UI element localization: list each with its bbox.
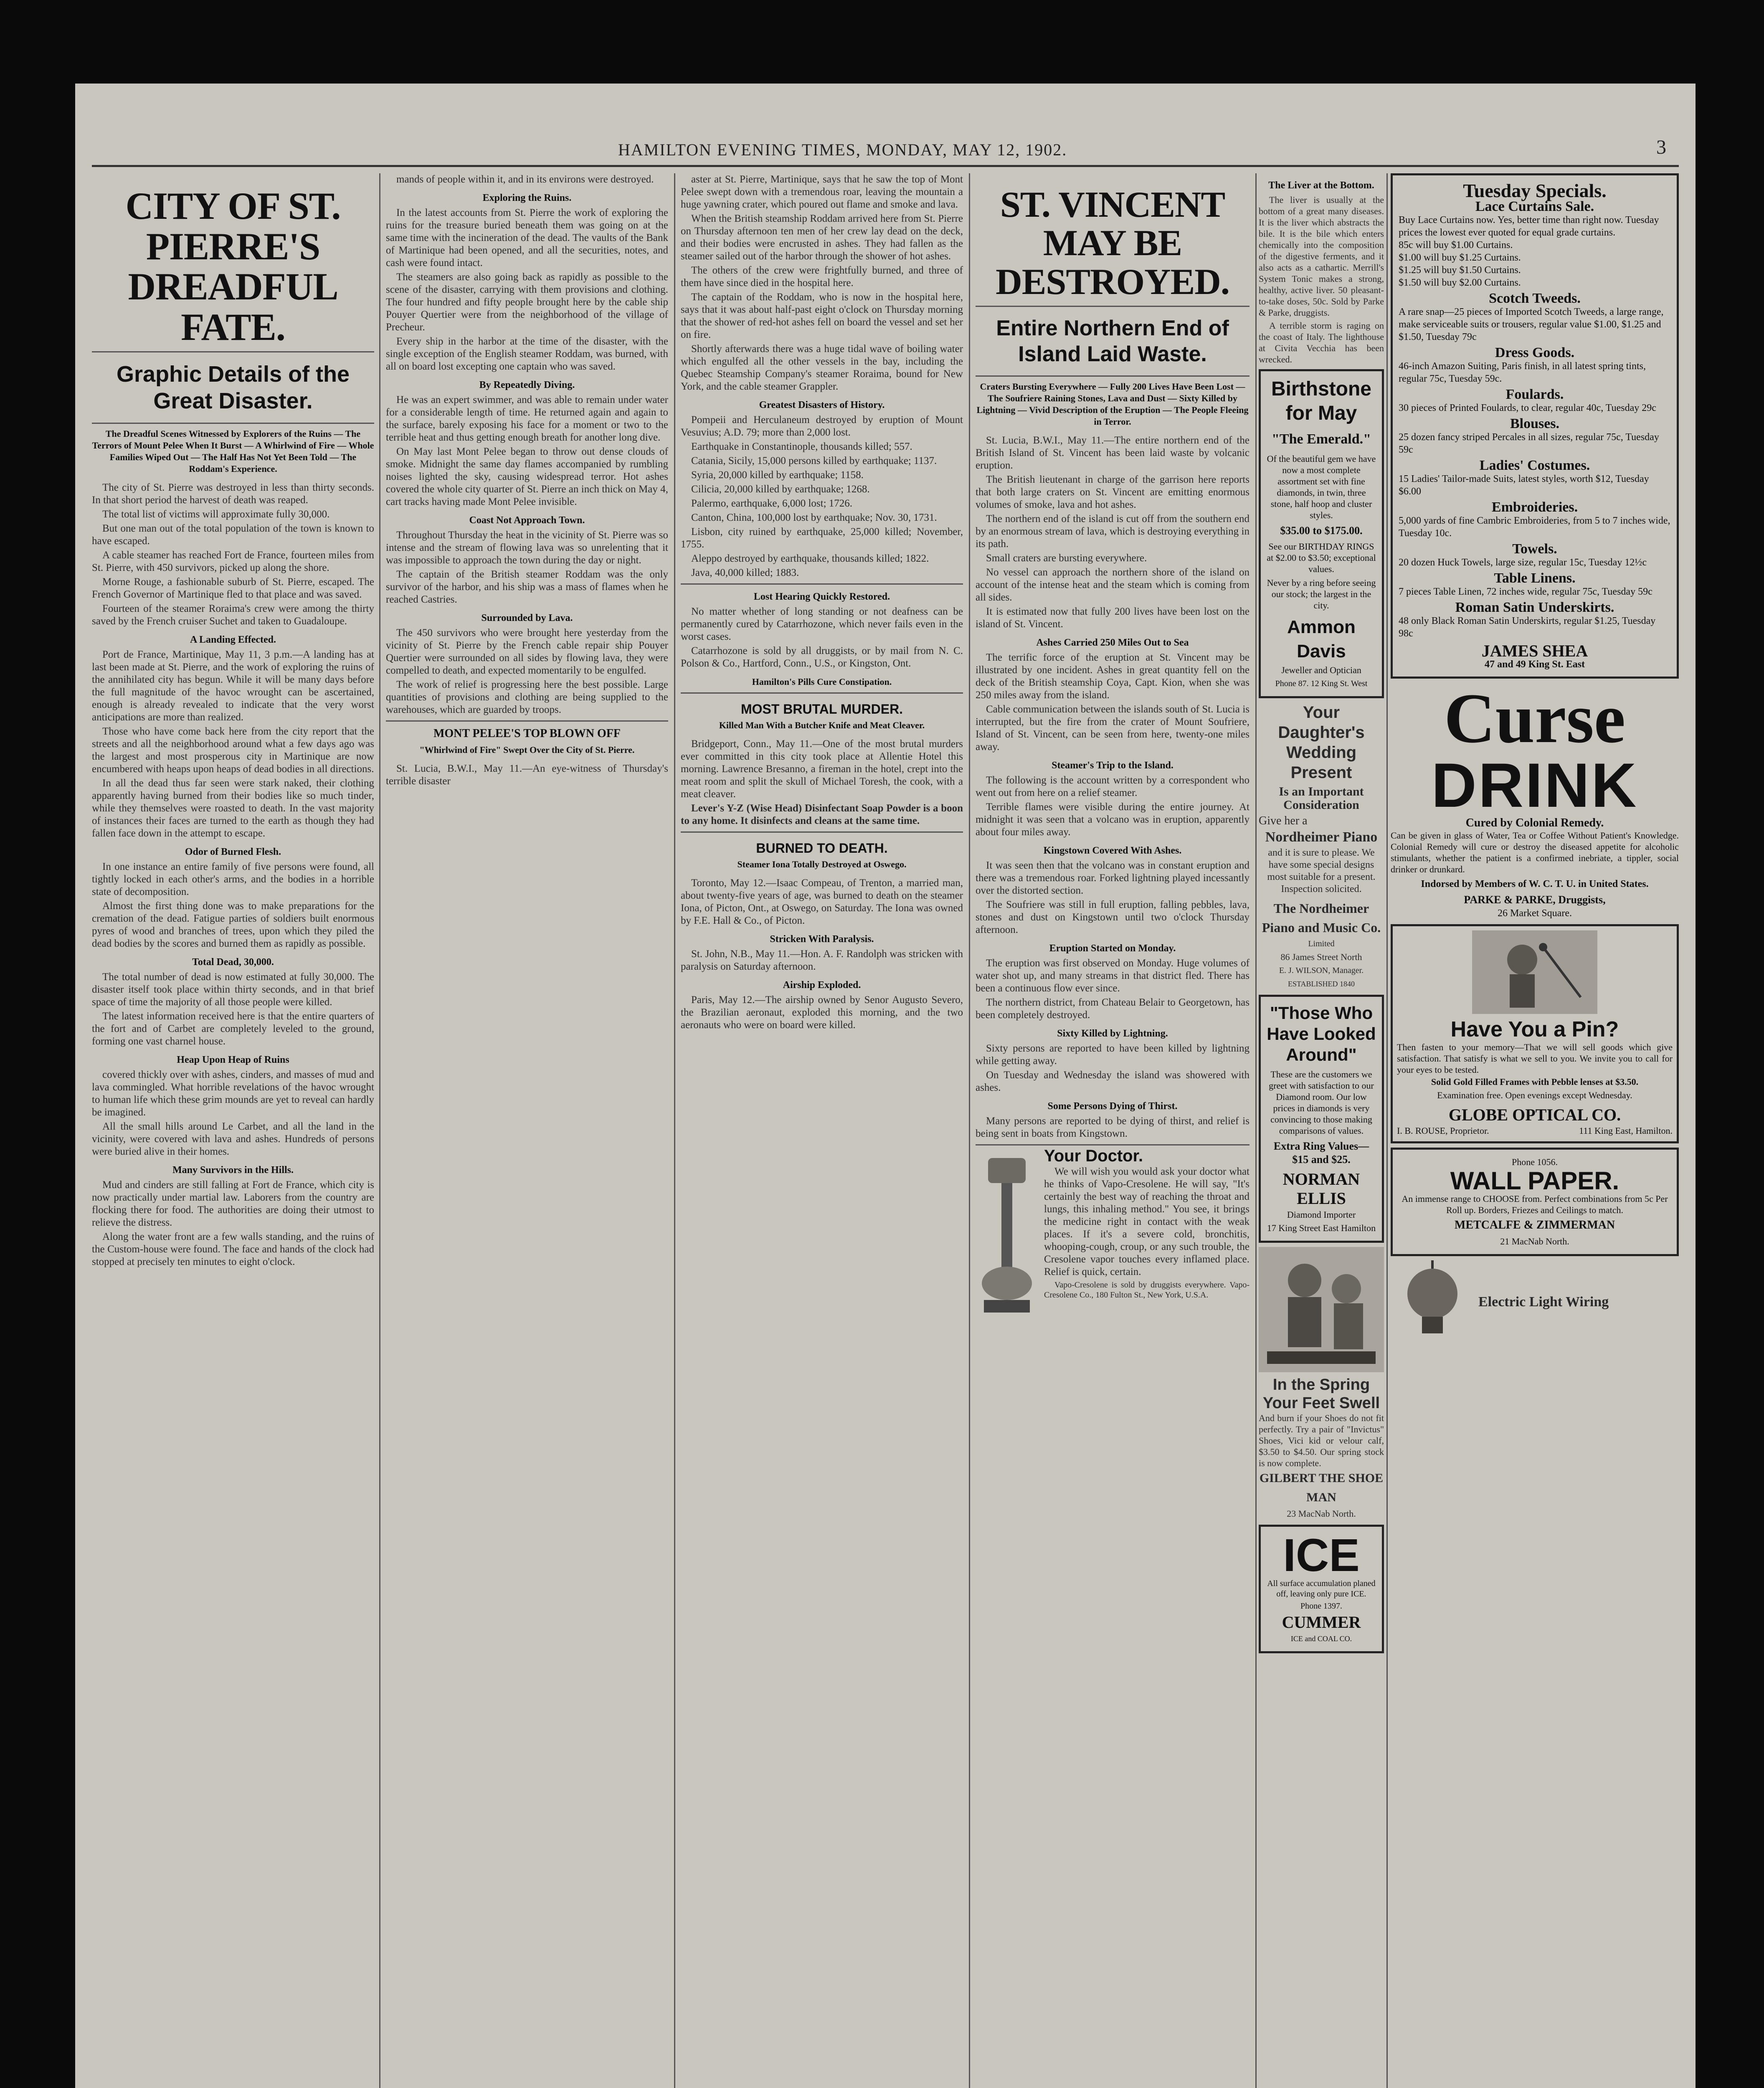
ad-seller: PARKE & PARKE, Druggists,: [1464, 894, 1606, 906]
divider: [681, 583, 963, 585]
ad-section: Table Linens.: [1494, 570, 1576, 586]
ad-seller: GLOBE OPTICAL CO.: [1448, 1105, 1621, 1124]
ad-seller: GILBERT THE SHOE MAN: [1259, 1471, 1384, 1504]
ad-address: 23 MacNab North.: [1287, 1508, 1356, 1519]
section-heading: Stricken With Paralysis.: [770, 934, 874, 945]
ad-section: Blouses.: [1510, 416, 1560, 431]
column-rule: [1386, 173, 1388, 2088]
ad-text: See our BIRTHDAY RINGS at $2.00 to $3.50; exceptional values.: [1267, 541, 1376, 574]
divider: [92, 423, 374, 424]
column-rule: [674, 173, 675, 2088]
ad-highlight: "The Emerald.": [1272, 431, 1371, 447]
ad-hours: Examination free. Open evenings except Wednesday.: [1437, 1090, 1632, 1100]
column-rule: [969, 173, 970, 2088]
article-paragraph: A cable steamer has reached Fort de France, fourteen miles from St. Pierre, with 450 survivors, picked up along the shore.: [92, 550, 374, 574]
article-paragraph: The liver is usually at the bottom of a great many diseases. It is the liver which abstracts the bile. It is the bile which enters chemically into the composition of the digestive ferments, and it also acts as a cathartic. Merrill's System Tonic makes a strong, healthy, active liver. 50 pleasant-to-take doses, 50c. Sold by Parke & Parke, druggists.: [1259, 195, 1384, 318]
divider: [681, 692, 963, 694]
birthstone-ad: [1259, 369, 1384, 698]
section-heading: Odor of Burned Flesh.: [185, 846, 281, 858]
section-heading: Some Persons Dying of Thirst.: [1047, 1101, 1178, 1112]
ad-endorsement: Indorsed by Members of W. C. T. U. in United States.: [1421, 879, 1649, 889]
ad-section: Roman Satin Underskirts.: [1455, 600, 1614, 615]
ad-text: Extra Ring Values—: [1273, 1140, 1369, 1152]
ad-address: 86 James Street North: [1280, 952, 1362, 962]
colonial-remedy-ad: [1391, 679, 1679, 920]
deck-st-pierre: The Dreadful Scenes Witnessed by Explorers of the Ruins — The Terrors of Mount Pelee When It Burst — A Whirlwind of Fire — Whole Families Wiped Out — The Half Has Not Yet Been Told — The Roddam's Experience.: [92, 428, 374, 474]
article-deck: Steamer Iona Totally Destroyed at Oswego.: [737, 859, 907, 869]
article-paragraph: Shortly afterwards there was a huge tidal wave of boiling water which engulfed all the other vessels in the bay, including the Quebec Steamship Company's steamer Roraima, bound for New York, and the cable steamer Grappler.: [681, 343, 963, 392]
section-heading: Airship Exploded.: [783, 980, 861, 991]
ad-text: 46-inch Amazon Suiting, Paris finish, in all latest spring tints, regular 75c, Tuesday 59c.: [1399, 361, 1646, 384]
article-paragraph: Terrible flames were visible during the entire journey. At midnight it was seen that a volcano was in eruption, apparently about four miles away.: [976, 801, 1250, 838]
cummer-ice-ad: [1259, 1525, 1384, 1653]
divider: [976, 1144, 1250, 1145]
section-heading: The Liver at the Bottom.: [1268, 180, 1374, 191]
article-paragraph: It was seen then that the volcano was in constant eruption and there was a tremendous roar. Forked lightning played incessantly over the distorted section.: [976, 860, 1250, 897]
list-item: Canton, China, 100,000 lost by earthquake; Nov. 30, 1731.: [691, 512, 937, 523]
ad-text: 5,000 yards of fine Cambric Embroideries, from 5 to 7 inches wide, Tuesday 10c.: [1399, 515, 1670, 539]
ad-seller-sub: Limited: [1308, 939, 1335, 948]
article-paragraph: mands of people within it, and in its environs were destroyed.: [396, 174, 654, 185]
article-paragraph: The following is the account written by a correspondent who went out from here on a relief steamer.: [976, 775, 1250, 799]
divider: [386, 720, 668, 722]
list-item: Catania, Sicily, 15,000 persons killed by earthquake; 1137.: [691, 455, 937, 466]
ad-address: Phone 87. 12 King St. West: [1275, 679, 1368, 688]
article-deck: "Whirlwind of Fire" Swept Over the City of St. Pierre.: [419, 745, 635, 755]
ad-text: Give her a: [1259, 814, 1308, 827]
column-2: [386, 173, 668, 2088]
article-paragraph: The latest information received here is that the entire quarters of the fort and of Carbet are completely leveled to the ground, forming one vast charnel house.: [92, 1011, 374, 1047]
price-line: $1.50 will buy $2.00 Curtains.: [1399, 277, 1521, 288]
article-paragraph: On Tuesday and Wednesday the island was showered with ashes.: [976, 1069, 1250, 1094]
ad-seller: Ammon Davis: [1287, 617, 1356, 661]
list-item: Cilicia, 20,000 killed by earthquake; 1268.: [691, 484, 870, 495]
ad-seller-sub: Jeweller and Optician: [1281, 665, 1361, 675]
ad-section: Dress Goods.: [1495, 345, 1575, 360]
article-paragraph: The British lieutenant in charge of the garrison here reports that both large craters on St. Vincent are emitting enormous volumes of smoke, lava and hot ashes.: [976, 474, 1250, 511]
list-item: Palermo, earthquake, 6,000 lost; 1726.: [691, 498, 853, 509]
article-paragraph: Paris, May 12.—The airship owned by Senor Augusto Severo, the Brazilian aeronaut, exploded this morning, and the two aeronauts who were on board were killed.: [681, 994, 963, 1031]
article-paragraph: Mud and cinders are still falling at Fort de France, which city is now practically under martial law. Laborers from the country are flocking there for food. The authorities are doing their utmost to relieve the distress.: [92, 1179, 374, 1229]
list-item: Syria, 20,000 killed by earthquake; 1158.: [691, 469, 864, 481]
article-paragraph: The work of relief is progressing here the best possible. Large quantities of provisions and clothing are being supplied to the warehouses, which are guarded by troops.: [386, 679, 668, 715]
section-heading: Sixty Killed by Lightning.: [1057, 1028, 1168, 1039]
section-heading: MOST BRUTAL MURDER.: [740, 702, 903, 717]
pin-illustration-icon: [1472, 930, 1597, 1014]
newspaper-page: [75, 84, 1696, 2088]
page-number: 3: [1656, 136, 1666, 158]
wall-paper-ad: [1391, 1148, 1679, 1256]
column-rule: [1255, 173, 1257, 2088]
ad-manager: E. J. WILSON, Manager.: [1279, 966, 1364, 975]
list-item: Lisbon, city ruined by earthquake, 25,000 killed; November, 1755.: [681, 526, 963, 550]
article-paragraph: In one instance an entire family of five persons were found, all tightly locked in each other's arms, and the bodies in a horrible state of decomposition.: [92, 861, 374, 898]
article-paragraph: The northern end of the island is cut off from the southern end by an enormous stream of lava, which is destroying everything in its path.: [976, 513, 1250, 550]
ad-section: Lace Curtains Sale.: [1475, 199, 1594, 214]
article-paragraph: No vessel can approach the northern shore of the island on account of the intense heat and the steam which is coming from all sides.: [976, 567, 1250, 603]
ad-text: 7 pieces Table Linen, 72 inches wide, regular 75c, Tuesday 59c: [1399, 586, 1652, 597]
ad-text: All surface accumulation planed off, leaving only pure ICE.: [1267, 1579, 1376, 1599]
section-heading: Total Dead, 30,000.: [192, 957, 274, 968]
ad-seller: JAMES SHEA: [1481, 641, 1588, 660]
article-paragraph: Along the water front are a few walls standing, and the ruins of the Custom-house were found. The face and hands of the clock had stopped at precisely ten minutes to eight o'clock.: [92, 1231, 374, 1268]
article-paragraph: Port de France, Martinique, May 11, 3 p.m.—A landing has at last been made at St. Pierre, and the work of exploring the ruins of the annihilated city has begun. While it will be many days before the full magnitude of the havoc wrought can be ascertained, enough is already revealed to indicate that the very worst anticipations are more than realized.: [92, 649, 374, 723]
ad-seller: CUMMER: [1282, 1613, 1361, 1632]
article-paragraph: aster at St. Pierre, Martinique, says that he saw the top of Mont Pelee swept down with a tremendous roar, leaving the mountain a huge yawning crater, which poured out flame and smoke and lava.: [681, 174, 963, 210]
list-item: Pompeii and Herculaneum destroyed by eruption of Mount Vesuvius; A.D. 79; more than 2,000 lost.: [681, 414, 963, 438]
section-heading: Kingstown Covered With Ashes.: [1043, 845, 1182, 856]
ad-established: ESTABLISHED 1840: [1288, 980, 1355, 988]
section-heading: MONT PELEE'S TOP BLOWN OFF: [433, 727, 621, 740]
ad-seller-sub: Diamond Importer: [1287, 1209, 1356, 1220]
article-paragraph: Many persons are reported to be dying of thirst, and relief is being sent in boats from Kingstown.: [976, 1115, 1250, 1140]
article-paragraph: The captain of the British steamer Roddam was the only survivor of the harbor, and his ship was a mass of flames when he reached Castries.: [386, 569, 668, 605]
deck-st-vincent: Craters Bursting Everywhere — Fully 200 Lives Have Been Lost — The Soufriere Raining Stones, Lava and Dust — Sixty Killed by Lightning — Vivid Description of the Eruption — The People Fleeing in Terror.: [976, 381, 1249, 427]
ad-product: Nordheimer Piano: [1265, 829, 1378, 845]
folio-line: HAMILTON EVENING TIMES, MONDAY, MAY 12, 1902.: [618, 140, 1067, 159]
lamp-icon: [976, 1150, 1038, 1325]
ad-phone: Phone 1056.: [1512, 1157, 1558, 1167]
section-heading: Many Survivors in the Hills.: [172, 1165, 294, 1176]
ad-text: A rare snap—25 pieces of Imported Scotch Tweeds, a large range, make serviceable suits or trousers, regular value $1.00, $1.25 and $1.50, Tuesday 79c: [1399, 307, 1664, 342]
norman-ellis-ad: [1259, 995, 1384, 1243]
divider: [681, 831, 963, 833]
ad-address: 17 King Street East Hamilton: [1267, 1223, 1376, 1233]
price-line: $1.25 will buy $1.50 Curtains.: [1399, 265, 1521, 276]
ad-section: Towels.: [1512, 541, 1557, 557]
subheadline-st-pierre: Graphic Details of the Great Disaster.: [116, 362, 350, 414]
ad-address: 26 Market Square.: [1498, 908, 1572, 919]
article-paragraph: The 450 survivors who were brought here yesterday from the vicinity of St. Pierre by the French cable repair ship Pouyer Quertier were surrounded on all sides by flowing lava, they were compelled to death, and expected momentarily to be engulfed.: [386, 627, 668, 676]
ad-text: Buy Lace Curtains now. Yes, better time than right now. Tuesday prices the lowest ever quoted for equal grade curtains.: [1399, 215, 1659, 238]
article-paragraph: On May last Mont Pelee began to throw out dense clouds of smoke. Midnight the same day flames accompanied by rumbling noises lighted the sky, causing widespread terror. Hot ashes covered the whole city quarter of St. Pierre an inch thick on May 4, cart tracks having made Mont Pelee invisible.: [386, 446, 668, 507]
section-heading: Heap Upon Heap of Ruins: [177, 1054, 289, 1066]
ad-address: 21 MacNab North.: [1500, 1236, 1569, 1247]
price-line: $1.00 will buy $1.25 Curtains.: [1399, 252, 1521, 263]
article-paragraph: Cable communication between the islands south of St. Lucia is interrupted, but the fire from the crater of Mount Soufriere, Island of St. Vincent, can be seen from here, twenty-one miles away.: [976, 704, 1250, 753]
article-paragraph: He was an expert swimmer, and was able to remain under water for a considerable length of time. He returned again and again to the surface, barely exposing his face for a moment or two to the terrible heat and thus getting enough breath for another long dive.: [386, 394, 668, 443]
ad-title: Tuesday Specials.: [1463, 180, 1607, 201]
divider: [976, 375, 1250, 377]
article-paragraph: In the latest accounts from St. Pierre the work of exploring the ruins for the treasure buried beneath them was going on at the same time with the incineration of the dead. The vaults of the Bank of Martinique had been opened, and all the securities, notes, and cash were found intact.: [386, 207, 668, 269]
ad-address: 111 King East, Hamilton.: [1579, 1125, 1673, 1136]
gilbert-ad: [1259, 1376, 1384, 1520]
ad-section: Ladies' Costumes.: [1479, 458, 1590, 473]
column-3: [681, 173, 963, 2088]
article-paragraph: Sixty persons are reported to have been killed by lightning while getting away.: [976, 1043, 1250, 1067]
ad-title-line2: DRINK: [1431, 750, 1638, 820]
article-paragraph: But one man out of the total population of the town is known to have escaped.: [92, 523, 374, 547]
ad-text: Never by a ring before seeing our stock; the largest in the city.: [1267, 578, 1376, 611]
article-paragraph: Those who have come back here from the city report that the streets and all the neighborhood around what a few days ago was the largest and most prosperous city in Martinique are now encumbered with heaps upon heaps of dead bodies in all directions.: [92, 726, 374, 775]
headline-st-vincent: ST. VINCENT MAY BE DESTROYED.: [996, 185, 1229, 302]
article-paragraph: Throughout Thursday the heat in the vicinity of St. Pierre was so intense and the stream of flowing lava was so unrelenting that it was impossible to approach the town during the day or night.: [386, 530, 668, 566]
article-paragraph: St. John, N.B., May 11.—Hon. A. F. Randolph was stricken with paralysis on Saturday afternoon.: [681, 948, 963, 972]
section-heading: Exploring the Ruins.: [482, 193, 572, 203]
section-heading: A Landing Effected.: [190, 634, 276, 646]
article-paragraph: The total number of dead is now estimated at fully 30,000. The disaster itself took place within thirty seconds, and in that brief space of time the majority of all those people were killed.: [92, 971, 374, 1008]
ad-title-line1: Curse: [1444, 679, 1626, 758]
section-heading: Eruption Started on Monday.: [1049, 943, 1176, 954]
soap-notice: Lever's Y-Z (Wise Head) Disinfectant Soap Powder is a boon to any home. It disinfects and cleans at the same time.: [681, 803, 963, 826]
ad-section: Foulards.: [1505, 387, 1564, 402]
ad-price: $35.00 to $175.00.: [1280, 525, 1363, 537]
article-paragraph: St. Lucia, B.W.I., May 11.—The entire northern end of the British Island of St. Vincent has been laid waste by volcanic eruption.: [976, 435, 1250, 471]
ad-footer: Vapo-Cresolene is sold by druggists everywhere. Vapo-Cresolene Co., 180 Fulton St., New York, U.S.A.: [1044, 1280, 1250, 1300]
article-paragraph: No matter whether of long standing or not deafness can be permanently cured by Catarrhozone, which never fails even in the worst cases.: [681, 606, 963, 642]
globe-optical-ad: [1391, 924, 1679, 1143]
james-shea-ad: [1391, 173, 1679, 679]
ad-text: Can be given in glass of Water, Tea or Coffee Without Patient's Knowledge. Colonial Remedy will cure or destroy the diseased appetite for alcoholic stimulants, whether the patient is a confirmed inebriate, a tippler, social drinker or drunkard.: [1391, 830, 1679, 874]
tagline: Hamilton's Pills Cure Constipation.: [752, 677, 892, 687]
ad-text: Then fasten to your memory—That we will sell goods which give satisfaction. That satisfy is what we sell to you. We invite you to call for your eyes to be tested.: [1397, 1042, 1673, 1075]
ad-address: 47 and 49 King St. East: [1484, 659, 1585, 670]
article-paragraph: The terrific force of the eruption at St. Vincent may be illustrated by one incident. Ashes in great quantity fell on the deck of the British steamship Coya, Capt. Kion, when she was 250 miles away from the island.: [976, 652, 1250, 701]
ad-phone: Phone 1397.: [1300, 1601, 1342, 1611]
masthead-rule: [92, 165, 1679, 167]
ad-seller: METCALFE & ZIMMERMAN: [1454, 1219, 1615, 1232]
column-4: [976, 173, 1250, 2088]
divider: [92, 351, 374, 352]
article-paragraph: The total list of victims will approximate fully 30,000.: [102, 509, 330, 520]
light-bulb-icon: [1391, 1260, 1474, 1344]
article-paragraph: covered thickly over with ashes, cinders, and masses of mud and lava commingled. What horrible revelations of the havoc wrought to human life which these grim mounds are yet to reveal can hardly be imagined.: [92, 1069, 374, 1118]
article-paragraph: The others of the crew were frightfully burned, and three of them have since died in the hospital here.: [681, 265, 963, 289]
subheadline-st-vincent: Entire Northern End of Island Laid Waste.: [996, 316, 1229, 367]
column-6: [1391, 173, 1679, 2088]
section-heading: BURNED TO DEATH.: [756, 841, 888, 856]
nordheimer-ad: [1259, 702, 1384, 991]
ad-text: We will wish you would ask your doctor what he thinks of Vapo-Cresolene. He will say, "It's certainly the best way of reaching the throat and lungs, this inhaling method." You see, it brings the medicine right in contact with the weak places. If it's a severe cold, bronchitis, whooping-cough, croup, or any such trouble, the Cresolene vapor touches every inflamed place. Relief is quick, certain.: [1044, 1166, 1250, 1278]
article-paragraph: When the British steamship Roddam arrived here from St. Pierre on Thursday afternoon ten men of her crew lay dead on the deck, and their bodies were encrusted in ashes. They had fallen as the steamer sailed out of the harbor through the shower of hot ashes.: [681, 213, 963, 262]
ad-text: These are the customers we greet with satisfaction to our Diamond room. Our low prices in diamonds is very convincing to those making comparisons of values.: [1269, 1069, 1374, 1136]
ad-section: Embroideries.: [1491, 499, 1578, 515]
list-item: Earthquake in Constantinople, thousands killed; 557.: [691, 441, 912, 452]
article-paragraph: The steamers are also going back as rapidly as possible to the scene of the disaster, carrying with them provisions and clothing. The four hundred and fifty people brought here by the cable ship Pouyer Quertier were from the neighborhood of the village of Precheur.: [386, 271, 668, 333]
ad-title: In the Spring Your Feet Swell: [1262, 1376, 1380, 1412]
list-item: Aleppo destroyed by earthquake, thousands killed; 1822.: [691, 553, 929, 564]
ad-title: WALL PAPER.: [1450, 1167, 1620, 1195]
article-deck: Killed Man With a Butcher Knife and Meat Cleaver.: [719, 720, 925, 730]
ad-price: Solid Gold Filled Frames with Pebble lenses at $3.50.: [1431, 1077, 1639, 1087]
article-paragraph: The captain of the Roddam, who is now in the hospital here, says that it was about half-past eight o'clock on Thursday morning that the shower of red-hot ashes fell on board the vessel and set her on fire.: [681, 291, 963, 340]
vapo-cresolene-ad: [976, 1147, 1250, 1325]
article-paragraph: All the small hills around Le Carbet, and all the land in the vicinity, were covered with lava and ashes. Hundreds of persons were buried alive in their homes.: [92, 1121, 374, 1158]
ad-text: An immense range to CHOOSE from. Perfect combinations from 5c Per Roll up. Borders, Friezes and Ceilings to match.: [1402, 1194, 1668, 1215]
ad-title: Birthstone for May: [1271, 378, 1371, 424]
article-paragraph: Small craters are bursting everywhere.: [986, 552, 1147, 564]
article-paragraph: St. Lucia, B.W.I., May 11.—An eye-witness of Thursday's terrible disaster: [386, 763, 668, 787]
article-paragraph: Almost the first thing done was to make preparations for the cremation of the dead. Fatigue parties of soldiers built enormous pyres of wood and branches of trees, upon which they piled the dead bodies by the scores and burned them as rapidly as possible.: [92, 900, 374, 950]
ad-seller-sub: ICE and COAL CO.: [1290, 1634, 1352, 1643]
article-paragraph: Toronto, May 12.—Isaac Compeau, of Trenton, a married man, about twenty-five years of age, was burned to death on the steamer Iona, of Picton, Ont., at Oswego, on Saturday. The Iona was owned by F.E. Hall & Co., of Picton.: [681, 877, 963, 926]
ad-subtitle: Cured by Colonial Remedy.: [1465, 816, 1604, 829]
price-line: 85c will buy $1.00 Curtains.: [1399, 240, 1513, 251]
ad-text: and it is sure to please. We have some special designs most suitable for a present. Inspection solicited.: [1267, 847, 1376, 894]
column-1: [92, 173, 374, 2088]
ad-text: Of the beautiful gem we have now a most complete assortment set with fine diamonds, in twin, three stone, half hoop and cluster styles.: [1267, 454, 1376, 520]
ad-title: Have You a Pin?: [1450, 1017, 1619, 1041]
ad-title: ICE: [1283, 1530, 1360, 1581]
section-heading: Surrounded by Lava.: [481, 613, 573, 623]
headline-st-pierre: CITY OF ST. PIERRE'S DREADFUL FATE.: [125, 185, 341, 348]
column-rule: [379, 173, 380, 2088]
ad-text: 20 dozen Huck Towels, large size, regular 15c, Tuesday 12½c: [1399, 557, 1647, 568]
section-heading: By Repeatedly Diving.: [479, 380, 575, 390]
article-paragraph: It is estimated now that fully 200 lives have been lost on the island of St. Vincent.: [976, 606, 1250, 630]
section-heading: Ashes Carried 250 Miles Out to Sea: [1036, 637, 1189, 649]
column-5: [1259, 173, 1384, 2088]
ad-title: "Those Who Have Looked Around": [1267, 1003, 1376, 1064]
section-heading: Steamer's Trip to the Island.: [1052, 760, 1173, 771]
ad-title: Electric Light Wiring: [1478, 1294, 1609, 1310]
ad-text: 15 Ladies' Tailor-made Suits, latest styles, worth $12, Tuesday $6.00: [1399, 474, 1649, 497]
article-paragraph: In all the dead thus far seen were stark naked, their clothing apparently having burned from their bodies like so much tinder, while they themselves were roasted to death. In the vast majority of instances their faces are turned to the earth as though they had fallen face down in the attempt to escape.: [92, 778, 374, 839]
ad-section: Scotch Tweeds.: [1489, 291, 1581, 306]
article-paragraph: Bridgeport, Conn., May 11.—One of the most brutal murders ever committed in this city took place at Allentie Hotel this morning. Lawrence Bresanno, a fireman in the hotel, crept into the meat room and split the skull of Michael Toresh, the cook, with a meat cleaver.: [681, 738, 963, 800]
ad-text: And burn if your Shoes do not fit perfectly. Try a pair of "Invictus" Shoes, Vici kid or velour calf, $3.50 to $4.50. Our spring stock is now complete.: [1259, 1413, 1384, 1468]
article-paragraph: The northern district, from Chateau Belair to Georgetown, has been completely destroyed.: [976, 997, 1250, 1021]
ad-subtitle: Is an Important Consideration: [1279, 785, 1364, 812]
ad-text: 48 only Black Roman Satin Underskirts, regular $1.25, Tuesday 98c: [1399, 616, 1656, 639]
list-item: Java, 40,000 killed; 1883.: [691, 567, 799, 578]
ad-price: $15 and $25.: [1292, 1153, 1351, 1166]
article-paragraph: The city of St. Pierre was destroyed in less than thirty seconds. In that short period the harvest of death was reaped.: [92, 482, 374, 506]
shoe-shop-illustration: [1259, 1247, 1384, 1372]
section-heading: Coast Not Approach Town.: [469, 515, 585, 526]
article-paragraph: A terrible storm is raging on the coast of Italy. The lighthouse at Civita Vecchia has been wrecked.: [1259, 320, 1384, 365]
divider: [976, 306, 1250, 307]
ad-seller: NORMAN ELLIS: [1282, 1170, 1360, 1208]
article-paragraph: Every ship in the harbor at the time of the disaster, with the single exception of the English steamer Roddam, was burned, with all on board lost excepting one captain who was saved.: [386, 336, 668, 372]
ad-title: Your Doctor.: [1044, 1147, 1143, 1166]
article-paragraph: Morne Rouge, a fashionable suburb of St. Pierre, escaped. The French Governor of Martinique fled to that place and was saved.: [92, 576, 374, 601]
article-paragraph: Catarrhozone is sold by all druggists, or by mail from N. C. Polson & Co., Hartford, Conn., U.S., or Kingston, Ont.: [681, 645, 963, 669]
ad-text: 25 dozen fancy striped Percales in all sizes, regular 75c, Tuesday 59c: [1399, 432, 1659, 455]
article-paragraph: The Soufriere was still in full eruption, falling pebbles, lava, stones and dust on Kingstown until two o'clock Thursday afternoon.: [976, 899, 1250, 936]
ad-title: Your Daughter's Wedding Present: [1278, 703, 1365, 782]
section-heading: Greatest Disasters of History.: [759, 400, 885, 411]
ad-seller: The Nordheimer Piano and Music Co.: [1262, 901, 1381, 935]
electric-wiring-ad: [1391, 1260, 1679, 1344]
section-heading: Lost Hearing Quickly Restored.: [753, 591, 890, 602]
article-paragraph: Fourteen of the steamer Roraima's crew were among the thirty saved by the French cruiser Suchet and taken to Guadaloupe.: [92, 603, 374, 627]
ad-text: 30 pieces of Printed Foulards, to clear, regular 40c, Tuesday 29c: [1399, 403, 1656, 413]
ad-proprietor: I. B. ROUSE, Proprietor.: [1397, 1125, 1489, 1136]
article-paragraph: The eruption was first observed on Monday. Huge volumes of water shot up, and many streams in that district fled. There has been a continuous flow ever since.: [976, 958, 1250, 994]
